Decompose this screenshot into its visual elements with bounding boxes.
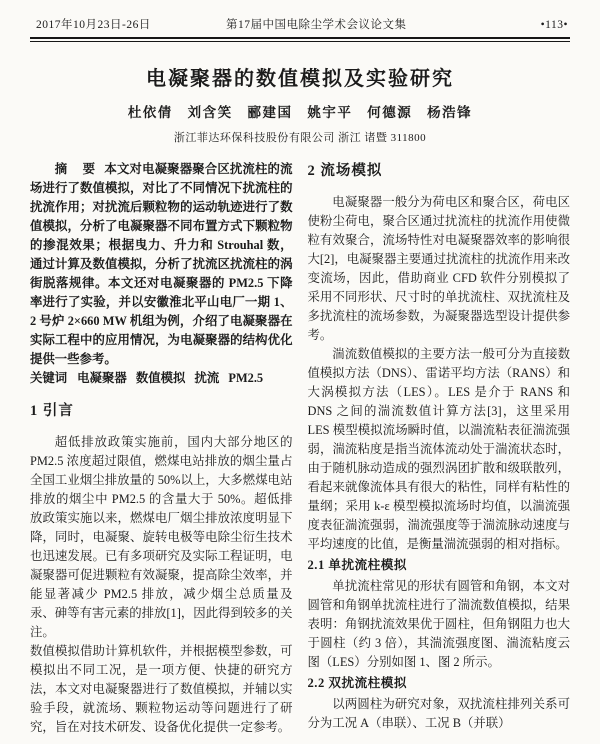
abstract-text: 本文对电凝聚器聚合区扰流柱的流场进行了数值模拟，对比了不同情况下扰流柱的扰流作用；对扰流后颗粒物的运动轨迹进行了数值模拟，分析了电凝聚器不同布置方式下颗粒物的掺混效果；根据曳力、升力和 Strouhal 数，通过计算及数值模拟，分析了扰流区扰流柱的涡街脱落规律。本文还对电凝聚器的 PM2.5 下降率进行了实验，并以安徽淮北平山电厂一期 1、2 号炉 2×660 MW 机组为例，介绍了电凝聚器在实际工程中的应用情况，为电凝聚器的结构优化提供一些参考。 [30, 162, 293, 366]
header-rule [30, 37, 570, 42]
intro-paragraph-2: 数值模拟借助计算机软件，并根据模型参数，可模拟出不同工况，是一项方便、快捷的研究方法，本文对电凝聚器进行了数值模拟，并辅以实验手段，就流场、颗粒物运动等问题进行了研究，旨在对技术研发、设备优化提供一定参考。 [30, 644, 293, 734]
right-column [308, 160, 571, 735]
intro-paragraph-1: 超低排放政策实施前，国内大部分地区的 PM2.5 浓度超过限值，燃煤电站排放的烟尘量占全国工业烟尘排放量的 50%以上，大多燃煤电站排放的烟尘中 PM2.5 的含量大于 50%。超低排放政策实施以来，燃煤电厂烟尘排放浓度明显下降，同时，电凝聚、旋转电极等电除尘衍生技术也迅速发展。已有多项研究及实际工程证明，电凝聚器可促进颗粒有效凝聚，提高除尘效率，并能显著减少 PM2.5 排放，减少烟尘总质量及汞、砷等有害元素的排放[1]，因此得到较多的关注。 [30, 435, 293, 639]
keywords-text: 电凝聚器 数值模拟 扰流 PM2.5 [77, 371, 264, 385]
abstract-label: 摘 要 [54, 162, 102, 176]
subsection-heading-double: 2.2 双扰流柱模拟 [307, 676, 407, 690]
page-number: •113• [540, 19, 568, 31]
section-heading-intro: 1 引言 [30, 403, 74, 419]
running-head [30, 14, 570, 32]
flow-paragraph-1: 电凝聚器一般分为荷电区和聚合区，荷电区使粉尘荷电，聚合区通过扰流柱的扰流作用使微粒有效聚合，流场特性对电凝聚器效率的影响很大[2]，电凝聚器主要通过扰流柱的扰流作用来改变流场，因此，借助商业 CFD 软件分别模拟了采用不同形状、尺寸时的单扰流柱、双扰流柱及多扰流柱的流场参数，为凝聚器选型设计提供参考。 [307, 195, 570, 342]
flow-paragraph-2: 湍流数值模拟的主要方法一般可分为直接数值模拟方法（DNS）、雷诺平均方法（RANS）和大涡模拟方法（LES）。LES 是介于 RANS 和 DNS 之间的湍流数值计算方法[3]，这里采用 LES 模型模拟流场瞬时值，以湍流粘表征湍流强弱，湍流粘度是指当流体流动处于湍流状态时，由于随机脉动造成的强烈涡团扩散和级联散列，看起来就像流体具有很大的粘性，同样有粘性的量纲；采用 k-ε 模型模拟流场时均值，以湍流强度表征湍流强弱，湍流强度等于湍流脉动速度与平均速度的比值，是衡量湍流强弱的相对指标。 [307, 347, 570, 551]
proceedings-title: 第17届中国电除尘学术会议论文集 [226, 19, 407, 31]
keywords-label: 关键词 [30, 371, 68, 385]
affiliation-line: 浙江菲达环保科技股份有限公司 浙江 诸暨 311800 [173, 132, 427, 144]
body-columns [30, 160, 570, 735]
abstract-paragraph [30, 160, 293, 369]
conference-date: 2017年10月23日-26日 [36, 19, 151, 31]
single-column-paragraph: 单扰流柱常见的形状有圆管和角钢，本文对圆管和角钢单扰流柱进行了湍流数值模拟，结果表明：角钢扰流效果优于圆柱，但角钢阻力也大于圆柱（约 3 倍），其湍流强度图、湍流粘度云图（LES）分别如图 1、图 2 所示。 [307, 579, 570, 669]
subsection-heading-single: 2.1 单扰流柱模拟 [307, 558, 407, 572]
keywords-line [30, 369, 293, 388]
double-column-paragraph: 以两圆柱为研究对象，双扰流柱排列关系可分为工况 A（串联）、工况 B（并联） [307, 697, 570, 730]
authors-line: 杜依倩 刘含笑 郦建国 姚宇平 何德源 杨浩锋 [127, 105, 473, 120]
section-heading-flow: 2 流场模拟 [307, 163, 383, 179]
left-column [30, 160, 293, 735]
page-title: 电凝聚器的数值模拟及实验研究 [146, 68, 454, 90]
